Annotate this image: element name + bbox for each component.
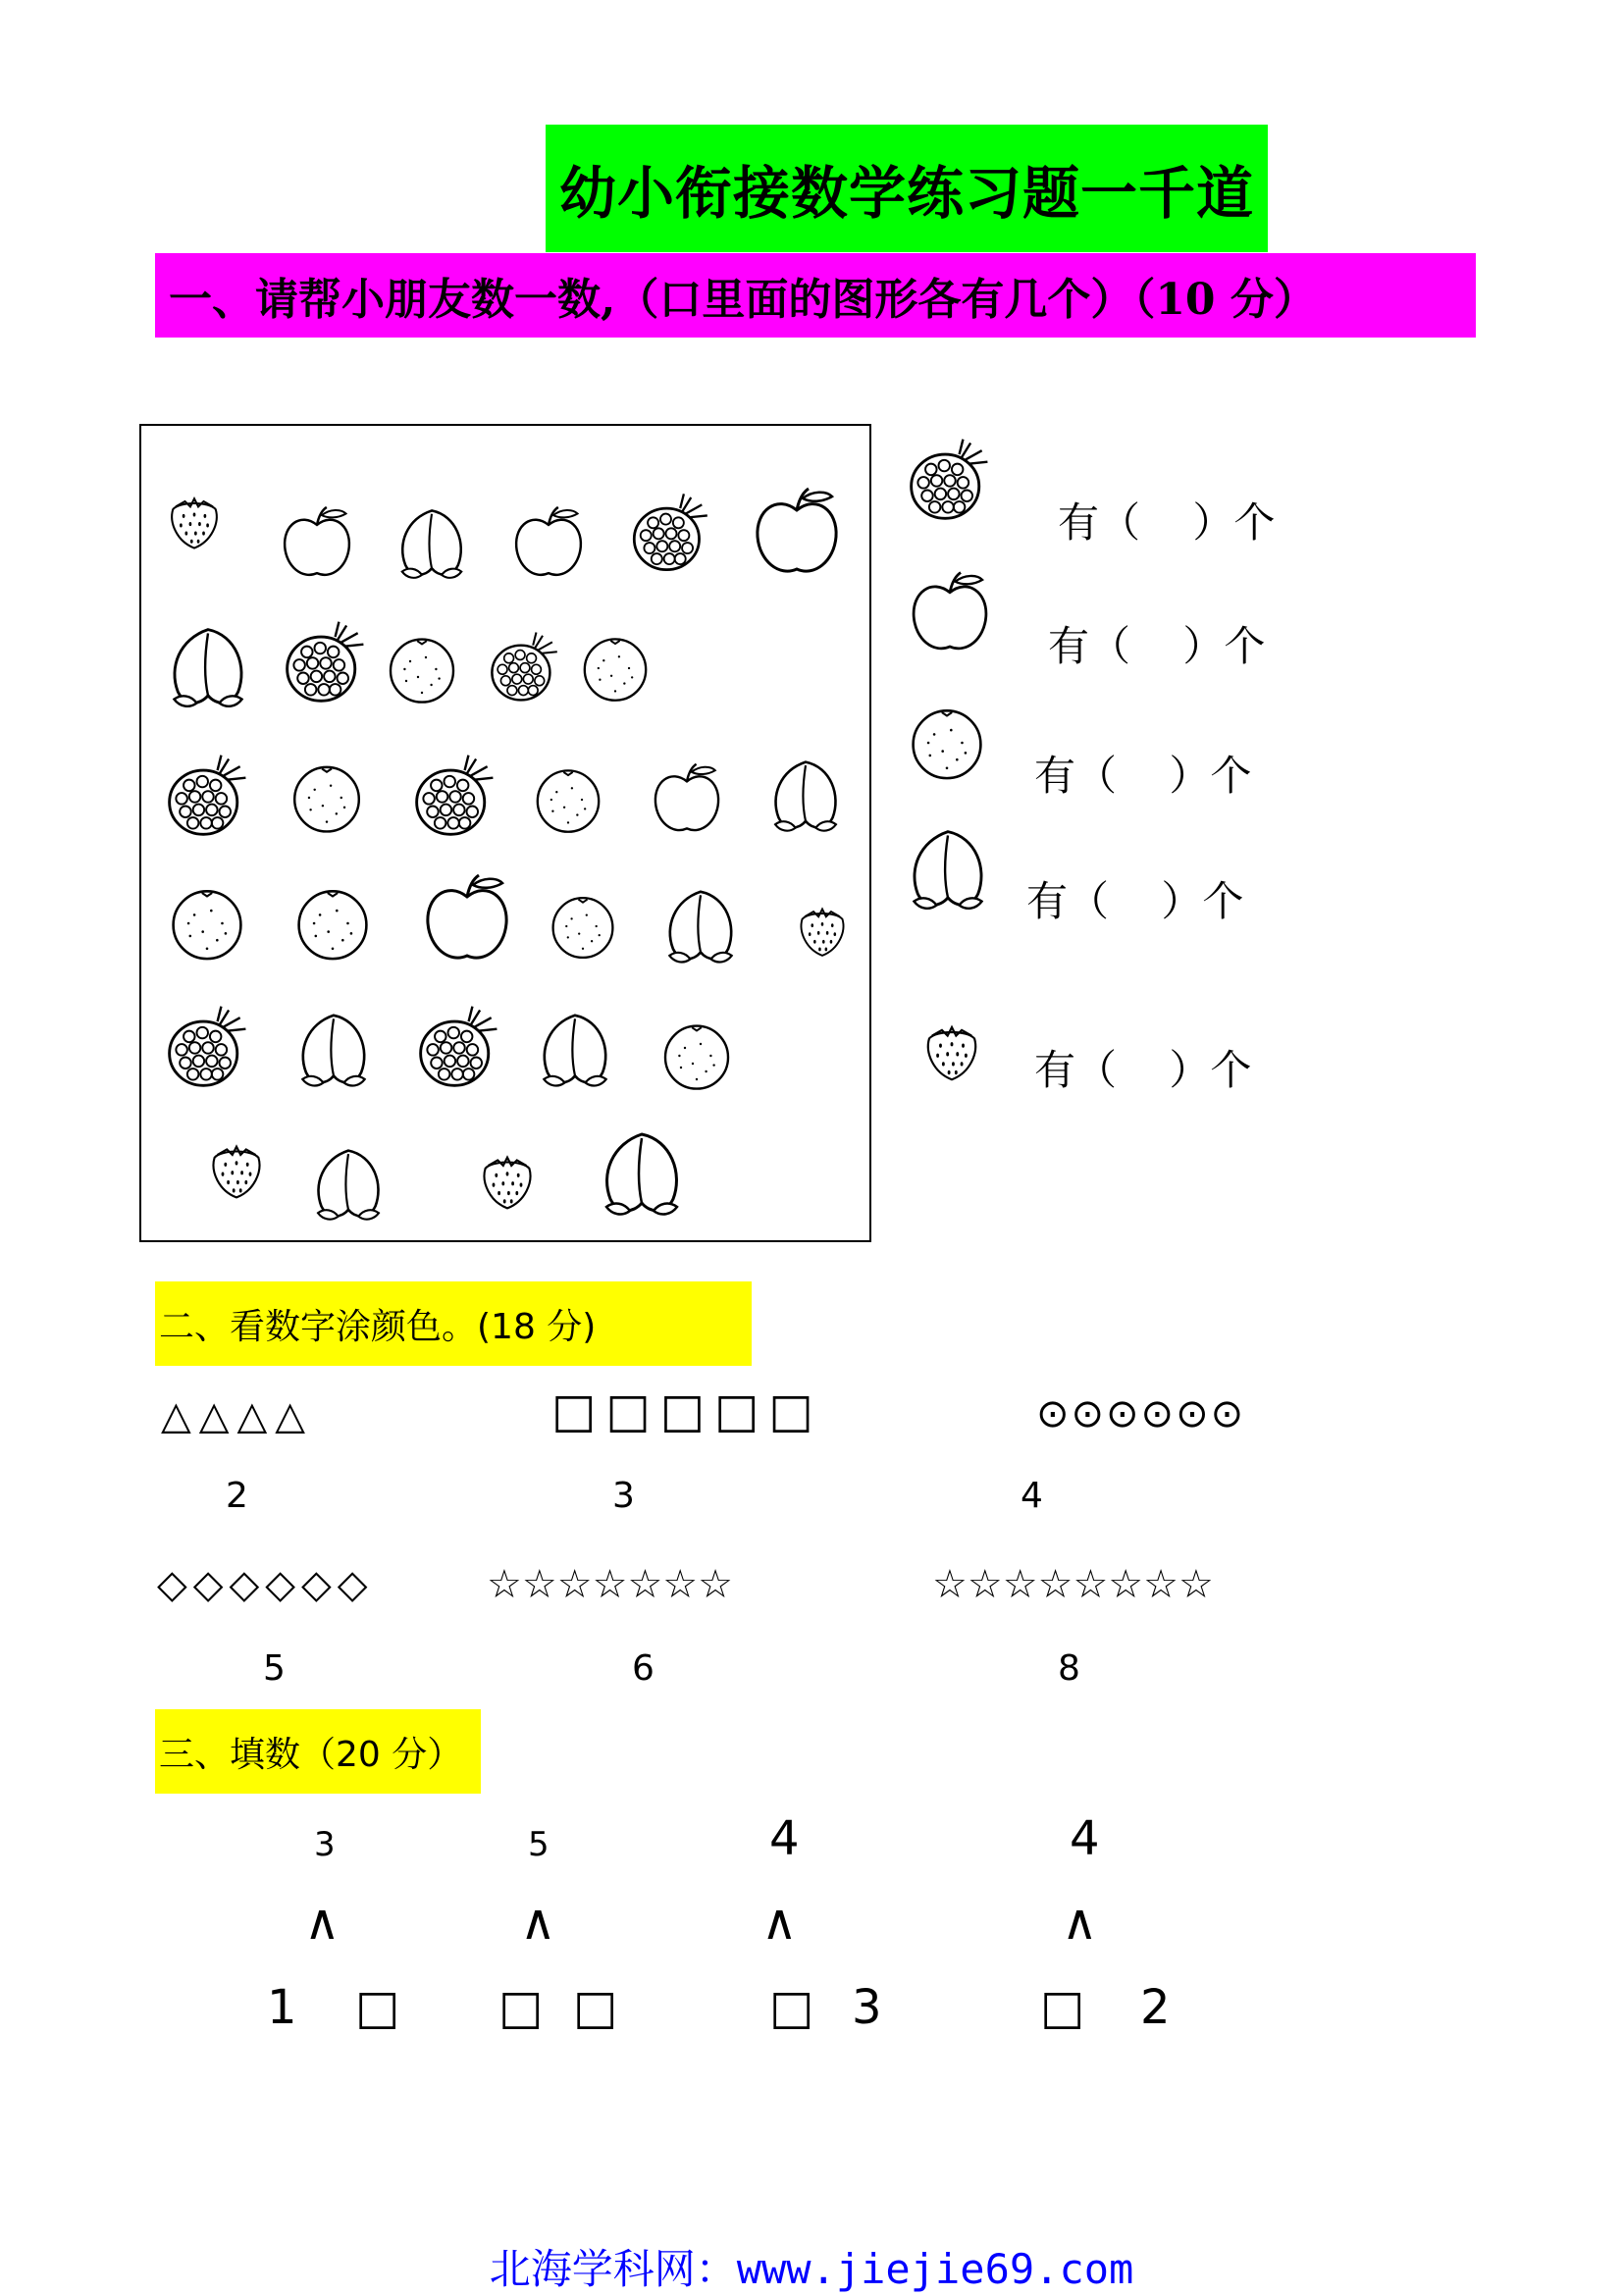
orange-icon — [577, 630, 654, 706]
apple-icon — [277, 502, 357, 583]
strawberry-icon — [473, 1142, 542, 1217]
peach-count-label: 有（ ）个 — [1026, 877, 1244, 925]
peach-icon — [306, 1142, 391, 1226]
peach-icon — [657, 883, 744, 969]
apple-icon — [905, 567, 995, 657]
tree4-split-mark: ∧ — [1062, 1894, 1098, 1951]
tree3-split-mark: ∧ — [761, 1894, 798, 1951]
orange-icon — [165, 881, 249, 965]
raspberry-icon — [161, 999, 255, 1093]
triangle-number: 2 — [226, 1476, 248, 1516]
diamond-shapes: ◇◇◇◇◇◇ — [157, 1562, 374, 1607]
page-title: 幼小衔接数学练习题一千道 — [558, 160, 1254, 227]
orange-count-label: 有（ ）个 — [1034, 752, 1252, 800]
orange-icon — [290, 881, 375, 965]
triangle-shapes: △△△△ — [161, 1393, 314, 1438]
strawberry-count-label: 有（ ）个 — [1034, 1046, 1252, 1094]
title-banner — [546, 125, 1268, 252]
raspberry-icon — [903, 432, 997, 526]
circle-shapes: ⊙⊙⊙⊙⊙⊙ — [1036, 1391, 1246, 1436]
circle-number: 4 — [1021, 1476, 1043, 1516]
raspberry-icon — [626, 487, 716, 577]
raspberry-icon — [161, 748, 255, 842]
orange-icon — [657, 1017, 736, 1095]
star-eight-number: 8 — [1058, 1648, 1080, 1689]
square-shapes: □□□□□ — [551, 1383, 823, 1438]
peach-icon — [591, 1124, 693, 1223]
apple-icon — [748, 483, 846, 581]
raspberry-icon — [279, 614, 373, 708]
tree1-top-number: 3 — [314, 1825, 336, 1864]
apple-count-label: 有（ ）个 — [1048, 622, 1266, 670]
peach-icon — [391, 502, 473, 585]
tree2-top-number: 5 — [528, 1825, 550, 1864]
apple-icon — [418, 869, 516, 967]
orange-icon — [383, 630, 461, 708]
diamond-number: 5 — [263, 1648, 286, 1689]
raspberry-icon — [485, 626, 565, 706]
section1-banner — [155, 253, 1476, 338]
tree2-left-box[interactable]: □ — [498, 1980, 544, 2035]
star-shapes-eight: ☆☆☆☆☆☆☆☆ — [932, 1562, 1214, 1607]
tree3-top-number: 4 — [769, 1811, 800, 1866]
tree2-right-box[interactable]: □ — [573, 1980, 618, 2035]
peach-icon — [161, 620, 255, 714]
square-number: 3 — [612, 1476, 635, 1516]
strawberry-icon — [916, 1011, 987, 1089]
orange-icon — [530, 761, 606, 838]
strawberry-icon — [161, 485, 228, 555]
fruit-picture-frame — [139, 424, 871, 1242]
peach-icon — [763, 754, 848, 838]
tree1-right-box[interactable]: □ — [355, 1980, 400, 2035]
peach-icon — [290, 1007, 377, 1093]
raspberry-icon — [412, 999, 506, 1093]
orange-icon — [546, 889, 620, 964]
footer-site-name: 北海学科网： — [489, 2245, 737, 2293]
section1-heading: 一、请帮小朋友数一数,（口里面的图形各有几个）（10 分） — [169, 275, 1317, 325]
section3-banner — [155, 1709, 481, 1794]
tree4-right-value: 2 — [1140, 1980, 1171, 2035]
peach-icon — [901, 822, 995, 916]
star-seven-number: 6 — [632, 1648, 654, 1689]
section3-heading: 三、填数（20 分） — [159, 1734, 463, 1775]
tree1-split-mark: ∧ — [304, 1894, 340, 1951]
raspberry-count-label: 有（ ）个 — [1058, 498, 1276, 547]
section2-heading: 二、看数字涂颜色。(18 分) — [159, 1306, 597, 1347]
strawberry-icon — [202, 1134, 271, 1203]
star-shapes-seven: ☆☆☆☆☆☆☆ — [487, 1562, 734, 1607]
apple-icon — [508, 502, 589, 583]
tree4-left-box[interactable]: □ — [1040, 1980, 1085, 2035]
tree1-left-value: 1 — [267, 1980, 297, 2035]
tree3-left-box[interactable]: □ — [769, 1980, 814, 2035]
tree2-split-mark: ∧ — [520, 1894, 556, 1951]
tree4-top-number: 4 — [1070, 1811, 1100, 1866]
section2-banner — [155, 1281, 752, 1366]
orange-icon — [905, 701, 989, 785]
strawberry-icon — [791, 897, 854, 962]
apple-icon — [648, 759, 726, 838]
footer-url-link[interactable]: www.jiejie69.com — [736, 2245, 1134, 2293]
raspberry-icon — [408, 748, 502, 842]
peach-icon — [532, 1007, 618, 1093]
orange-icon — [287, 757, 367, 838]
tree3-right-value: 3 — [852, 1980, 882, 2035]
footer — [0, 2237, 1623, 2296]
